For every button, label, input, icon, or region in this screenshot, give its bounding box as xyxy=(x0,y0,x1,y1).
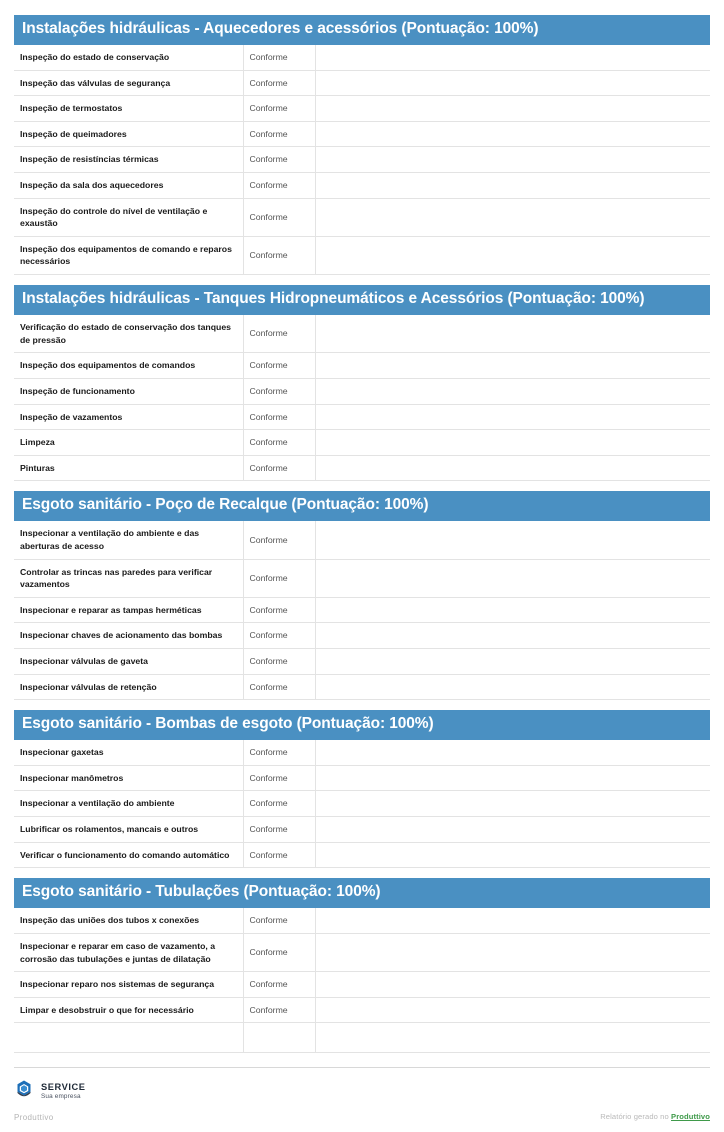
item-status-cell: Conforme xyxy=(243,559,315,597)
item-label-cell: Inspeção de vazamentos xyxy=(14,404,243,430)
item-status-cell: Conforme xyxy=(243,378,315,404)
item-status-cell xyxy=(243,1023,315,1053)
item-label-cell: Inspeção do estado de conservação xyxy=(14,45,243,70)
item-notes-cell xyxy=(315,147,710,173)
table-row xyxy=(14,173,710,199)
item-status-cell: Conforme xyxy=(243,972,315,998)
table-row xyxy=(14,674,710,700)
item-notes-cell xyxy=(315,597,710,623)
item-label-cell: Inspeção do controle do nível de ventilação e exaustão xyxy=(14,198,243,236)
item-label-cell: Inspeção de funcionamento xyxy=(14,378,243,404)
item-status-cell: Conforme xyxy=(243,842,315,868)
item-status-cell: Conforme xyxy=(243,521,315,559)
item-label-cell: Inspecionar manômetros xyxy=(14,765,243,791)
table-row xyxy=(14,455,710,481)
item-status-cell: Conforme xyxy=(243,765,315,791)
item-label-cell: Inspecionar válvulas de gaveta xyxy=(14,649,243,675)
table-row xyxy=(14,45,710,70)
item-label-cell: Inspeção dos equipamentos de comandos xyxy=(14,353,243,379)
section-items-table xyxy=(14,315,710,481)
item-label-cell: Inspecionar a ventilação do ambiente xyxy=(14,791,243,817)
item-status-cell: Conforme xyxy=(243,173,315,199)
table-row xyxy=(14,791,710,817)
item-label-cell xyxy=(14,1023,243,1053)
item-notes-cell xyxy=(315,740,710,765)
item-label-cell: Inspecionar reparo nos sistemas de segurança xyxy=(14,972,243,998)
item-status-cell: Conforme xyxy=(243,817,315,843)
report-sections xyxy=(14,14,710,1063)
item-notes-cell xyxy=(315,455,710,481)
item-notes-cell xyxy=(315,908,710,933)
table-row xyxy=(14,315,710,353)
report-section xyxy=(14,15,710,275)
item-notes-cell xyxy=(315,430,710,456)
item-label-cell: Inspecionar e reparar em caso de vazamento, a corrosão das tubulações e juntas de dilatação xyxy=(14,933,243,971)
table-row xyxy=(14,817,710,843)
item-notes-cell xyxy=(315,817,710,843)
section-header: Esgoto sanitário - Poço de Recalque (Pontuação: 100%) xyxy=(14,491,710,521)
table-row xyxy=(14,597,710,623)
footer-generated-note xyxy=(600,1112,710,1122)
report-section xyxy=(14,710,710,868)
table-row xyxy=(14,521,710,559)
table-row xyxy=(14,972,710,998)
table-row xyxy=(14,96,710,122)
item-notes-cell xyxy=(315,173,710,199)
item-notes-cell xyxy=(315,997,710,1023)
item-status-cell: Conforme xyxy=(243,997,315,1023)
table-row xyxy=(14,1023,710,1053)
item-notes-cell xyxy=(315,933,710,971)
table-row xyxy=(14,908,710,933)
item-label-cell: Inspecionar chaves de acionamento das bombas xyxy=(14,623,243,649)
footer-left xyxy=(14,1079,86,1122)
item-notes-cell xyxy=(315,765,710,791)
table-row xyxy=(14,842,710,868)
item-status-cell: Conforme xyxy=(243,791,315,817)
item-notes-cell xyxy=(315,1023,710,1053)
table-row xyxy=(14,649,710,675)
item-notes-cell xyxy=(315,842,710,868)
item-status-cell: Conforme xyxy=(243,353,315,379)
item-label-cell: Limpar e desobstruir o que for necessário xyxy=(14,997,243,1023)
item-notes-cell xyxy=(315,96,710,122)
report-section xyxy=(14,491,710,700)
table-row xyxy=(14,765,710,791)
service-logo-icon xyxy=(14,1079,34,1104)
item-notes-cell xyxy=(315,404,710,430)
item-label-cell: Inspeção de termostatos xyxy=(14,96,243,122)
brand-subtitle: Sua empresa xyxy=(41,1093,81,1101)
section-header: Instalações hidráulicas - Aquecedores e acessórios (Pontuação: 100%) xyxy=(14,15,710,45)
table-row xyxy=(14,997,710,1023)
item-status-cell: Conforme xyxy=(243,933,315,971)
item-label-cell: Verificar o funcionamento do comando automático xyxy=(14,842,243,868)
item-label-cell: Lubrificar os rolamentos, mancais e outros xyxy=(14,817,243,843)
item-label-cell: Inspeção dos equipamentos de comando e reparos necessários xyxy=(14,236,243,274)
item-status-cell: Conforme xyxy=(243,623,315,649)
item-notes-cell xyxy=(315,198,710,236)
item-notes-cell xyxy=(315,315,710,353)
table-row xyxy=(14,147,710,173)
item-label-cell: Inspecionar a ventilação do ambiente e das aberturas de acesso xyxy=(14,521,243,559)
item-notes-cell xyxy=(315,791,710,817)
item-status-cell: Conforme xyxy=(243,315,315,353)
item-status-cell: Conforme xyxy=(243,649,315,675)
item-notes-cell xyxy=(315,378,710,404)
brand-text xyxy=(41,1083,86,1101)
item-label-cell: Inspecionar válvulas de retenção xyxy=(14,674,243,700)
item-status-cell: Conforme xyxy=(243,430,315,456)
table-row xyxy=(14,404,710,430)
report-section xyxy=(14,878,710,1053)
item-status-cell: Conforme xyxy=(243,597,315,623)
item-status-cell: Conforme xyxy=(243,96,315,122)
table-row xyxy=(14,559,710,597)
item-label-cell: Inspeção de resistíncias térmicas xyxy=(14,147,243,173)
item-status-cell: Conforme xyxy=(243,674,315,700)
report-section xyxy=(14,285,710,481)
item-label-cell: Inspecionar e reparar as tampas herméticas xyxy=(14,597,243,623)
item-label-cell: Limpeza xyxy=(14,430,243,456)
section-items-table xyxy=(14,45,710,275)
item-notes-cell xyxy=(315,45,710,70)
section-header: Esgoto sanitário - Tubulações (Pontuação: 100%) xyxy=(14,878,710,908)
section-header: Instalações hidráulicas - Tanques Hidropneumáticos e Acessórios (Pontuação: 100%) xyxy=(14,285,710,315)
produttivo-link[interactable]: Produttivo xyxy=(671,1112,710,1122)
item-status-cell: Conforme xyxy=(243,404,315,430)
item-status-cell: Conforme xyxy=(243,121,315,147)
item-label-cell: Pinturas xyxy=(14,455,243,481)
section-items-table xyxy=(14,908,710,1053)
item-notes-cell xyxy=(315,972,710,998)
item-label-cell: Inspecionar gaxetas xyxy=(14,740,243,765)
item-label-cell: Verificação do estado de conservação dos tanques de pressão xyxy=(14,315,243,353)
item-notes-cell xyxy=(315,353,710,379)
item-notes-cell xyxy=(315,559,710,597)
item-notes-cell xyxy=(315,121,710,147)
report-footer xyxy=(14,1067,710,1132)
table-row xyxy=(14,121,710,147)
item-notes-cell xyxy=(315,521,710,559)
brand-name: SERVICE xyxy=(41,1081,86,1092)
item-status-cell: Conforme xyxy=(243,70,315,96)
footer-app-name: Produttivo xyxy=(14,1113,54,1123)
table-row xyxy=(14,623,710,649)
table-row xyxy=(14,430,710,456)
item-label-cell: Inspeção das uniões dos tubos x conexões xyxy=(14,908,243,933)
item-label-cell: Inspeção de queimadores xyxy=(14,121,243,147)
item-status-cell: Conforme xyxy=(243,455,315,481)
item-status-cell: Conforme xyxy=(243,740,315,765)
section-items-table xyxy=(14,521,710,700)
table-row xyxy=(14,70,710,96)
item-status-cell: Conforme xyxy=(243,198,315,236)
table-row xyxy=(14,353,710,379)
table-row xyxy=(14,933,710,971)
item-notes-cell xyxy=(315,70,710,96)
company-brand xyxy=(14,1079,86,1104)
item-status-cell: Conforme xyxy=(243,45,315,70)
item-status-cell: Conforme xyxy=(243,236,315,274)
item-notes-cell xyxy=(315,236,710,274)
item-label-cell: Inspeção das válvulas de segurança xyxy=(14,70,243,96)
table-row xyxy=(14,198,710,236)
table-row xyxy=(14,236,710,274)
section-header: Esgoto sanitário - Bombas de esgoto (Pontuação: 100%) xyxy=(14,710,710,740)
item-notes-cell xyxy=(315,649,710,675)
section-items-table xyxy=(14,740,710,868)
generated-prefix-text: Relatório gerado no xyxy=(600,1112,672,1122)
item-notes-cell xyxy=(315,674,710,700)
table-row xyxy=(14,378,710,404)
table-row xyxy=(14,740,710,765)
item-notes-cell xyxy=(315,623,710,649)
item-status-cell: Conforme xyxy=(243,147,315,173)
item-label-cell: Controlar as trincas nas paredes para verificar vazamentos xyxy=(14,559,243,597)
item-status-cell: Conforme xyxy=(243,908,315,933)
item-label-cell: Inspeção da sala dos aquecedores xyxy=(14,173,243,199)
